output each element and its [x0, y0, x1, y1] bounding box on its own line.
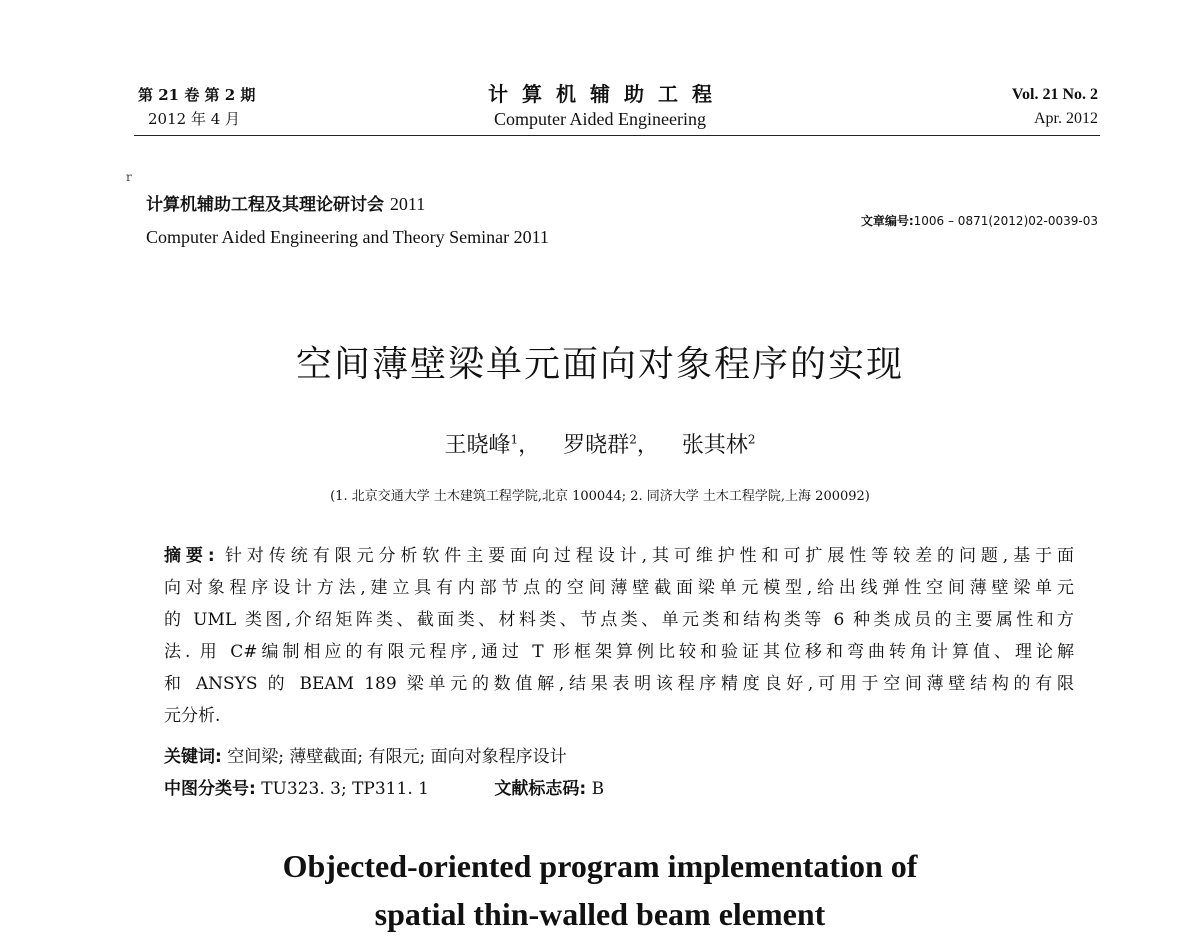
journal-title-cn: 计算机辅助工程: [488, 82, 726, 106]
author-1: [445, 433, 541, 458]
abstract-line: 和 ANSYS 的 BEAM 189 梁单元的数值解,结果表明该程序精度良好,可用于空间薄壁结构的有限: [164, 674, 1074, 694]
keywords: [164, 742, 567, 767]
document-code-label: 文献标志码:: [494, 779, 587, 799]
document-code: [494, 779, 604, 799]
seminar-info: [146, 188, 549, 253]
date-cn: 2012 年 4 月: [148, 110, 241, 128]
article-number-label: 文章编号:: [860, 214, 914, 228]
abstract-line: [164, 540, 1074, 572]
author-name: 张其林: [681, 433, 748, 458]
paper-title-cn: 空间薄壁梁单元面向对象程序的实现: [295, 344, 904, 385]
paper-title-en-line2: spatial thin-walled beam element: [374, 896, 826, 932]
abstract-line: 元分析.: [164, 706, 221, 726]
classification-value: TU323. 3; TP311. 1: [261, 779, 429, 799]
author-separator: ，: [518, 433, 541, 458]
article-number-value: 1006 – 0871(2012)02-0039-03: [913, 214, 1098, 228]
volume-cn: 第 21 卷 第 2 期: [138, 86, 256, 104]
classification: [164, 774, 604, 799]
abstract: [164, 540, 1074, 732]
author-affil-sup: 2: [629, 432, 637, 447]
author-name: 王晓峰: [444, 433, 511, 458]
affiliations: (1. 北京交通大学 土木建筑工程学院,北京 100044; 2. 同济大学 土木工程学院,上海 200092): [330, 489, 870, 504]
abstract-label: 摘要:: [164, 546, 215, 566]
abstract-line: 法. 用 C#编制相应的有限元程序,通过 T 形框架算例比较和验证其位移和弯曲转角计算值、理论解: [164, 642, 1074, 662]
volume-en: Vol. 21 No. 2: [1011, 86, 1098, 103]
paper-title-en-line1: Objected-oriented program implementation of: [282, 848, 918, 884]
author-name: 罗晓群: [563, 433, 630, 458]
journal-title-en: Computer Aided Engineering: [494, 109, 706, 129]
seminar-name-cn-text: 计算机辅助工程及其理论研讨会: [146, 195, 384, 215]
date-en: Apr. 2012: [1034, 110, 1098, 127]
author-2: [563, 433, 659, 458]
header-volume-en: [1012, 83, 1098, 131]
header-rule: [134, 135, 1100, 136]
keywords-value: 空间梁; 薄壁截面; 有限元; 面向对象程序设计: [227, 747, 567, 767]
classification-label: 中图分类号:: [164, 779, 256, 799]
author-separator: ，: [636, 433, 659, 458]
keywords-label: 关键词:: [164, 747, 222, 767]
seminar-name-cn: [146, 188, 549, 221]
abstract-line: 向对象程序设计方法,建立具有内部节点的空间薄壁截面梁单元模型,给出线弹性空间薄壁梁单元: [164, 578, 1074, 598]
document-code-value: B: [591, 779, 605, 799]
abstract-text: 针对传统有限元分析软件主要面向过程设计,其可维护性和可扩展性等较差的问题,基于面: [225, 546, 1074, 566]
author-3: [682, 433, 756, 458]
seminar-name-en: Computer Aided Engineering and Theory Seminar 2011: [146, 227, 549, 247]
article-number: [861, 212, 1098, 229]
abstract-line: 的 UML 类图,介绍矩阵类、截面类、材料类、节点类、单元类和结构类等 6 种类成员的主要属性和方: [164, 610, 1074, 630]
stray-mark: r: [126, 170, 132, 184]
seminar-year: 2011: [389, 194, 426, 214]
author-affil-sup: 1: [510, 432, 519, 447]
author-list: [0, 428, 1200, 459]
author-affil-sup: 2: [747, 432, 756, 447]
